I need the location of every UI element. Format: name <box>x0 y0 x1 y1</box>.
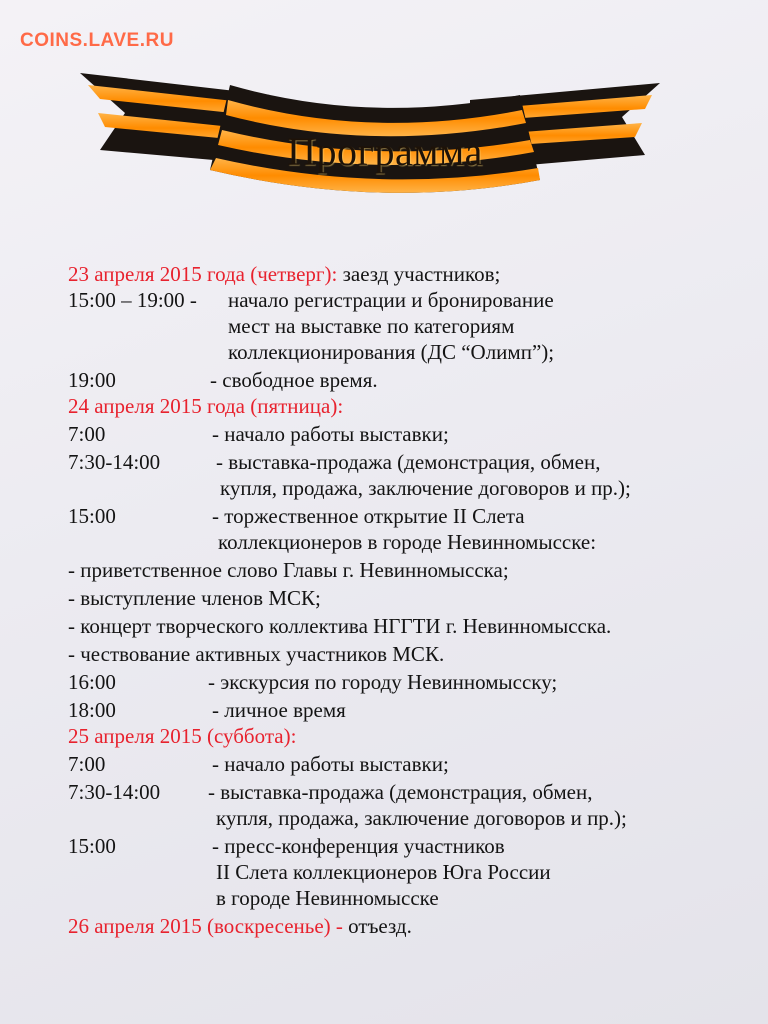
schedule-text: в городе Невинномысске <box>216 886 439 910</box>
schedule-line <box>68 914 412 938</box>
schedule-line <box>212 752 449 776</box>
schedule-text: II Слета коллекционеров Юга России <box>216 860 551 884</box>
schedule-line <box>216 886 439 910</box>
schedule-text: - концерт творческого коллектива НГГТИ г. Невинномысска. <box>68 614 612 638</box>
schedule-text: - выставка-продажа (демонстрация, обмен, <box>216 450 601 474</box>
schedule-line <box>68 586 321 610</box>
schedule-text: - личное время <box>212 698 346 722</box>
schedule-line <box>212 834 505 858</box>
schedule-text: - начало работы выставки; <box>212 422 449 446</box>
schedule-text: - начало работы выставки; <box>212 752 449 776</box>
schedule-text: заезд участников; <box>337 262 501 286</box>
schedule-text: - чествование активных участников МСК. <box>68 642 445 666</box>
schedule-line <box>212 422 449 446</box>
schedule-line <box>216 860 551 884</box>
schedule-text: - торжественное открытие II Слета <box>212 504 525 528</box>
schedule-date-heading: 24 апреля 2015 года (пятница): <box>68 394 344 418</box>
schedule-line <box>208 780 593 804</box>
schedule-text: 19:00 <box>68 368 116 392</box>
schedule-line <box>68 422 105 446</box>
schedule-line <box>218 530 596 554</box>
site-watermark: COINS.LAVE.RU <box>20 30 174 51</box>
schedule-line <box>68 780 160 804</box>
schedule-date-heading: 23 апреля 2015 года (четверг): <box>68 262 338 286</box>
schedule-line <box>68 288 197 312</box>
schedule-text: начало регистрации и бронирование <box>228 288 554 312</box>
schedule-line <box>68 752 105 776</box>
schedule-text: 18:00 <box>68 698 116 722</box>
schedule-line <box>210 368 378 392</box>
schedule-line <box>68 558 509 582</box>
schedule-text: - пресс-конференция участников <box>212 834 505 858</box>
schedule-line <box>68 262 500 286</box>
schedule-text: 7:00 <box>68 422 106 446</box>
schedule-text: 7:00 <box>68 752 106 776</box>
schedule-text: - экскурсия по городу Невинномысску; <box>208 670 558 694</box>
schedule-line <box>216 806 627 830</box>
schedule-line <box>68 724 296 748</box>
schedule-line <box>68 834 116 858</box>
schedule-text: коллекционирования (ДС “Олимп”); <box>228 340 555 364</box>
schedule-line <box>68 614 611 638</box>
schedule-line <box>68 450 160 474</box>
schedule-line <box>68 642 444 666</box>
schedule-text: купля, продажа, заключение договоров и пр.); <box>220 476 631 500</box>
schedule-text: 15:00 <box>68 504 116 528</box>
schedule-line <box>68 394 343 418</box>
schedule-line <box>228 288 554 312</box>
schedule-text: - приветственное слово Главы г. Невинномысска; <box>68 558 509 582</box>
schedule-line <box>228 340 554 364</box>
schedule-line <box>216 450 601 474</box>
schedule-line <box>212 698 346 722</box>
schedule-text: 7:30-14:00 <box>68 450 161 474</box>
schedule-text: - свободное время. <box>210 368 378 392</box>
schedule-text: - выставка-продажа (демонстрация, обмен, <box>208 780 593 804</box>
schedule-text: - выступление членов МСК; <box>68 586 321 610</box>
schedule-date-heading: 26 апреля 2015 (воскресенье) - <box>68 914 343 938</box>
program-title: Программа <box>287 129 483 174</box>
schedule-text: 16:00 <box>68 670 116 694</box>
schedule-text: отъезд. <box>342 914 412 938</box>
schedule-text: коллекционеров в городе Невинномысске: <box>218 530 597 554</box>
schedule-line <box>68 670 116 694</box>
schedule-text: 7:30-14:00 <box>68 780 161 804</box>
schedule-line <box>68 368 116 392</box>
schedule-line <box>220 476 631 500</box>
schedule-line <box>212 504 525 528</box>
schedule-line <box>68 504 116 528</box>
schedule-text: мест на выставке по категориям <box>228 314 515 338</box>
schedule-text: 15:00 – 19:00 - <box>68 288 197 312</box>
schedule-line <box>228 314 514 338</box>
schedule-text: купля, продажа, заключение договоров и пр.); <box>216 806 627 830</box>
schedule-text: 15:00 <box>68 834 116 858</box>
schedule-date-heading: 25 апреля 2015 (суббота): <box>68 724 297 748</box>
schedule-line <box>68 698 116 722</box>
schedule-line <box>208 670 557 694</box>
